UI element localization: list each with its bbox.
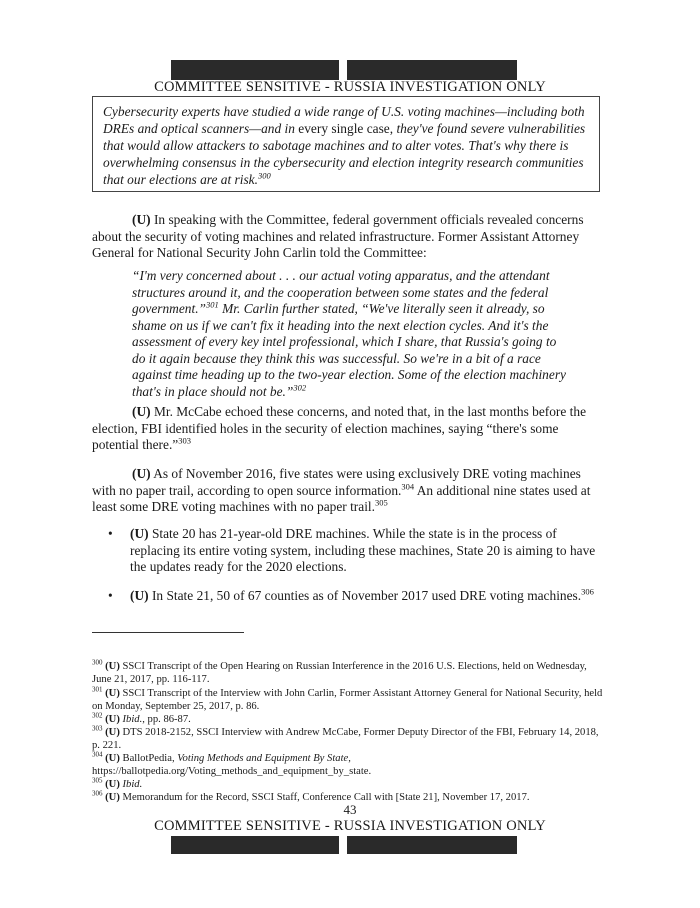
classification-label: (U) <box>132 404 151 419</box>
quote-box-text-plain: every single case, <box>298 121 394 136</box>
footnote-301 <box>92 687 604 713</box>
footnote-number: 306 <box>92 789 103 798</box>
footnote-italic: Ibid. <box>122 779 143 790</box>
footnote-text: Memorandum for the Record, SSCI Staff, Conference Call with [State 21], November 17, 2017. <box>119 792 530 803</box>
redaction-bar-bottom-right <box>347 836 517 854</box>
quote-box-text-after: they've found severe vulnerabilities that would allow attackers to sabotage machines and to alter votes. That's why there is overwhelming consensus in the cybersecurity and election integrity research communities that our elections are at risk. <box>103 121 586 187</box>
classification-label: (U) <box>105 661 120 672</box>
footnote-305 <box>92 778 604 791</box>
classification-label: (U) <box>130 588 149 603</box>
paragraph-text: An additional nine states used at least some DRE voting machines with no paper trail. <box>92 482 591 514</box>
footnote-304 <box>92 752 604 778</box>
bullet-dot-icon: • <box>108 588 113 603</box>
quote-box <box>92 96 600 192</box>
bullet-text: In State 21, 50 of 67 counties as of November 2017 used DRE voting machines. <box>148 588 582 603</box>
footnote-ref-303: 303 <box>178 435 192 446</box>
redaction-bar-top-right <box>347 60 517 80</box>
footnote-number: 301 <box>92 685 103 694</box>
carlin-block-quote <box>132 268 572 400</box>
footnote-ref-306: 306 <box>581 586 594 597</box>
footer-marking: COMMITTEE SENSITIVE - RUSSIA INVESTIGATION ONLY <box>154 818 546 834</box>
bullet-dot-icon: • <box>108 526 113 541</box>
footnote-text: , pp. 86-87. <box>142 714 191 725</box>
paragraph-text: In speaking with the Committee, federal government officials revealed concerns about the security of voting machines and related infrastructure. Former Assistant Attorney General for National Security John Carlin told the Committee: <box>92 212 584 260</box>
bullet-text: State 20 has 21-year-old DRE machines. While the state is in the process of replacing its entire voting system, including these machines, State 20 is aiming to have the updates ready for the 2020 elections. <box>130 526 596 574</box>
classification-label: (U) <box>105 753 120 764</box>
paragraph-carlin-intro <box>92 212 608 262</box>
quote-box-text-before: Cybersecurity experts have studied a wide range of U.S. voting machines—including both DREs and optical scanners—and in <box>103 104 585 136</box>
paragraph-text: As of November 2016, five states were using exclusively DRE voting machines with no paper trail, according to open source information. <box>92 466 581 498</box>
footnote-divider <box>92 632 244 633</box>
page-number: 43 <box>343 802 357 817</box>
footnote-ref-304: 304 <box>401 481 415 492</box>
classification-label: (U) <box>105 727 120 738</box>
footnote-number: 305 <box>92 776 103 785</box>
footnote-300 <box>92 660 604 686</box>
block-quote-part1: “I'm very concerned about . . . our actual voting apparatus, and the attendant structures around it, and the cooperation between some states and the federal government.” <box>132 268 550 316</box>
footnote-ref-300: 300 <box>257 170 271 181</box>
footnote-ref-302: 302 <box>293 382 307 393</box>
footnote-number: 300 <box>92 658 103 667</box>
footnote-ref-301: 301 <box>206 299 219 310</box>
redaction-bar-top-left <box>171 60 339 80</box>
footnote-302 <box>92 713 604 726</box>
footnote-italic: Ibid. <box>122 714 143 725</box>
block-quote-part2: Mr. Carlin further stated, “We've literally seen it already, so shame on us if we can't fix it heading into the next election cycles. And it's the assessment of every key intel professional, which I share, that Russia's going to do it again because they think this was successful. So we're in a bit of a race against time heading up to the two-year election. Some of the election machinery that's in place should not be.” <box>132 301 566 399</box>
footnote-link[interactable]: , https://ballotpedia.org/Voting_methods_and_equipment_by_state. <box>92 753 372 777</box>
footnote-number: 302 <box>92 711 103 720</box>
paragraph-mccabe <box>92 404 608 454</box>
classification-label: (U) <box>105 792 120 803</box>
paragraph-text: Mr. McCabe echoed these concerns, and noted that, in the last months before the election, FBI identified holes in the security of election machines, saying “there's some potential there.” <box>92 404 587 452</box>
classification-label: (U) <box>105 714 120 725</box>
header-marking: COMMITTEE SENSITIVE - RUSSIA INVESTIGATION ONLY <box>154 79 546 95</box>
footnote-ref-305: 305 <box>375 497 388 508</box>
footnote-number: 304 <box>92 750 103 759</box>
footnote-text: SSCI Transcript of the Interview with John Carlin, Former Assistant Attorney General for National Security, held on Monday, September 25, 2017, p. 86. <box>92 688 603 712</box>
classification-label: (U) <box>130 526 149 541</box>
footnote-text: DTS 2018-2152, SSCI Interview with Andrew McCabe, Former Deputy Director of the FBI, February 14, 2018, p. 221. <box>92 727 599 751</box>
redaction-bar-bottom-left <box>171 836 339 854</box>
footnote-303 <box>92 726 604 752</box>
classification-label: (U) <box>132 212 151 227</box>
footnote-italic: Voting Methods and Equipment By State <box>177 753 349 764</box>
footnote-text: SSCI Transcript of the Open Hearing on Russian Interference in the 2016 U.S. Elections, held on Wednesday, June 21, 2017, pp. 116-117. <box>92 661 587 685</box>
footnote-number: 303 <box>92 724 103 733</box>
paragraph-november-2016 <box>92 466 608 516</box>
classification-label: (U) <box>132 466 151 481</box>
classification-label: (U) <box>105 688 120 699</box>
classification-label: (U) <box>105 779 120 790</box>
footnote-text: BallotPedia, <box>119 753 178 764</box>
